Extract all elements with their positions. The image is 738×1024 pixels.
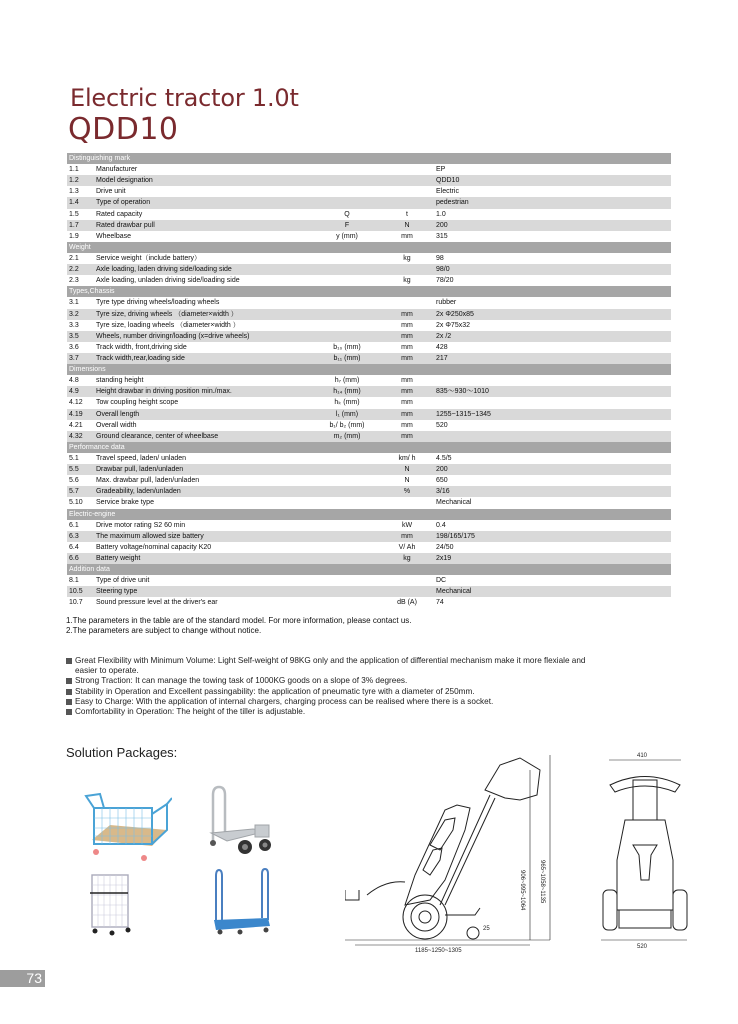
row-number: 4.12 bbox=[67, 397, 96, 408]
section-title: Addition data bbox=[67, 564, 671, 575]
row-value: 520 bbox=[436, 420, 671, 431]
row-value: 3/16 bbox=[436, 486, 671, 497]
row-value: pedestrian bbox=[436, 197, 671, 208]
section-header bbox=[67, 242, 671, 253]
row-symbol bbox=[316, 597, 378, 608]
row-label: Track width, front,driving side bbox=[96, 342, 316, 353]
feature-list bbox=[66, 656, 596, 717]
row-symbol: F bbox=[316, 220, 378, 231]
row-value: rubber bbox=[436, 297, 671, 308]
section-header bbox=[67, 564, 671, 575]
row-value: 198/165/175 bbox=[436, 531, 671, 542]
row-value: 217 bbox=[436, 353, 671, 364]
top-width-dimension: 410 bbox=[637, 753, 648, 759]
section-title: Types,Chassis bbox=[67, 286, 671, 297]
section-title: Performance data bbox=[67, 442, 671, 453]
row-number: 1.1 bbox=[67, 164, 96, 175]
row-unit: % bbox=[378, 486, 436, 497]
square-bullet-icon bbox=[66, 658, 72, 664]
inner-height-dimension: 906~995~1064 bbox=[519, 870, 525, 911]
row-symbol bbox=[316, 197, 378, 208]
row-label: Gradeability, laden/unladen bbox=[96, 486, 316, 497]
row-label: Axle loading, unladen driving side/loading side bbox=[96, 275, 316, 286]
spec-row bbox=[67, 353, 671, 364]
row-number: 4.9 bbox=[67, 386, 96, 397]
row-value: 200 bbox=[436, 464, 671, 475]
spec-row bbox=[67, 331, 671, 342]
row-unit: V/ Ah bbox=[378, 542, 436, 553]
row-number: 3.1 bbox=[67, 297, 96, 308]
front-view-drawing bbox=[595, 750, 695, 950]
row-unit: km/ h bbox=[378, 453, 436, 464]
spec-row bbox=[67, 164, 671, 175]
row-label: Type of operation bbox=[96, 197, 316, 208]
row-label: Rated capacity bbox=[96, 209, 316, 220]
row-label: Drawbar pull, laden/unladen bbox=[96, 464, 316, 475]
spec-row bbox=[67, 575, 671, 586]
row-number: 2.3 bbox=[67, 275, 96, 286]
row-label: Rated drawbar pull bbox=[96, 220, 316, 231]
spec-row bbox=[67, 320, 671, 331]
row-label: Wheels, number drivingr/loading (x=drive wheels) bbox=[96, 331, 316, 342]
row-number: 8.1 bbox=[67, 575, 96, 586]
row-unit bbox=[378, 264, 436, 275]
bottom-width-dimension: 520 bbox=[637, 944, 648, 950]
row-symbol: l₁ (mm) bbox=[316, 409, 378, 420]
spec-row bbox=[67, 309, 671, 320]
spec-row bbox=[67, 220, 671, 231]
row-value: 78/20 bbox=[436, 275, 671, 286]
row-symbol: y (mm) bbox=[316, 231, 378, 242]
row-unit: kW bbox=[378, 520, 436, 531]
row-value: 2x /2 bbox=[436, 331, 671, 342]
row-symbol bbox=[316, 531, 378, 542]
section-header bbox=[67, 509, 671, 520]
row-symbol bbox=[316, 453, 378, 464]
row-unit: mm bbox=[378, 353, 436, 364]
spec-row bbox=[67, 253, 671, 264]
row-number: 1.2 bbox=[67, 175, 96, 186]
row-label: Max. drawbar pull, laden/unladen bbox=[96, 475, 316, 486]
outer-height-dimension: 965~1058~1135 bbox=[539, 860, 545, 904]
row-value: 835～930～1010 bbox=[436, 386, 671, 397]
row-unit: kg bbox=[378, 553, 436, 564]
spec-row bbox=[67, 386, 671, 397]
row-number: 2.1 bbox=[67, 253, 96, 264]
section-title: Electric-engine bbox=[67, 509, 671, 520]
row-value: Mechanical bbox=[436, 497, 671, 508]
row-unit: mm bbox=[378, 431, 436, 442]
hand-truck-image bbox=[205, 785, 275, 860]
spec-row bbox=[67, 342, 671, 353]
row-symbol bbox=[316, 586, 378, 597]
row-symbol bbox=[316, 164, 378, 175]
row-unit: mm bbox=[378, 231, 436, 242]
row-number: 3.7 bbox=[67, 353, 96, 364]
row-number: 3.2 bbox=[67, 309, 96, 320]
row-number: 6.1 bbox=[67, 520, 96, 531]
row-label: Overall width bbox=[96, 420, 316, 431]
row-label: Drive motor rating S2 60 min bbox=[96, 520, 316, 531]
spec-row bbox=[67, 209, 671, 220]
spec-row bbox=[67, 453, 671, 464]
row-unit: mm bbox=[378, 342, 436, 353]
row-value: 98/0 bbox=[436, 264, 671, 275]
spec-row bbox=[67, 486, 671, 497]
row-unit: N bbox=[378, 220, 436, 231]
row-symbol bbox=[316, 553, 378, 564]
feature-item: Comfortability in Operation: The height of the tiller is adjustable. bbox=[66, 707, 596, 717]
row-unit bbox=[378, 297, 436, 308]
row-number: 2.2 bbox=[67, 264, 96, 275]
row-number: 5.5 bbox=[67, 464, 96, 475]
row-unit bbox=[378, 497, 436, 508]
row-label: Wheelbase bbox=[96, 231, 316, 242]
row-number: 10.7 bbox=[67, 597, 96, 608]
row-unit bbox=[378, 164, 436, 175]
row-number: 1.4 bbox=[67, 197, 96, 208]
solution-packages-title: Solution Packages: bbox=[66, 745, 178, 760]
spec-row bbox=[67, 542, 671, 553]
row-label: Tyre size, driving wheels （diameter×width ） bbox=[96, 309, 316, 320]
row-unit bbox=[378, 575, 436, 586]
row-value: 4.5/5 bbox=[436, 453, 671, 464]
row-value: 24/50 bbox=[436, 542, 671, 553]
row-symbol: h₇ (mm) bbox=[316, 375, 378, 386]
row-label: Battery weight bbox=[96, 553, 316, 564]
spec-row bbox=[67, 397, 671, 408]
row-number: 4.21 bbox=[67, 420, 96, 431]
feature-item: Easy to Charge: With the application of internal chargers, charging process can be realised where there is a socket. bbox=[66, 697, 596, 707]
row-label: Axle loading, laden driving side/loading side bbox=[96, 264, 316, 275]
row-label: Tyre type driving wheels/loading wheels bbox=[96, 297, 316, 308]
row-number: 10.5 bbox=[67, 586, 96, 597]
row-label: Service brake type bbox=[96, 497, 316, 508]
section-header bbox=[67, 153, 671, 164]
spec-row bbox=[67, 531, 671, 542]
row-unit: mm bbox=[378, 420, 436, 431]
spec-row bbox=[67, 420, 671, 431]
row-number: 1.9 bbox=[67, 231, 96, 242]
square-bullet-icon bbox=[66, 689, 72, 695]
row-value bbox=[436, 375, 671, 386]
spec-row bbox=[67, 186, 671, 197]
row-label: Tyre size, loading wheels （diameter×width ） bbox=[96, 320, 316, 331]
row-label: standing height bbox=[96, 375, 316, 386]
row-value: 2x19 bbox=[436, 553, 671, 564]
row-value: 2x Φ250x85 bbox=[436, 309, 671, 320]
row-label: Tow coupling height scope bbox=[96, 397, 316, 408]
row-symbol bbox=[316, 575, 378, 586]
row-label: Battery voltage/nominal capacity K20 bbox=[96, 542, 316, 553]
row-unit bbox=[378, 186, 436, 197]
row-unit bbox=[378, 197, 436, 208]
row-number: 4.19 bbox=[67, 409, 96, 420]
row-unit: dB (A) bbox=[378, 597, 436, 608]
row-symbol bbox=[316, 542, 378, 553]
row-value: Electric bbox=[436, 186, 671, 197]
row-unit: N bbox=[378, 464, 436, 475]
feature-item: Great Flexibility with Minimum Volume: Light Self-weight of 98KG only and the application of differential mechanism make it more flexiale and easier to operate. bbox=[66, 656, 596, 676]
row-number: 3.3 bbox=[67, 320, 96, 331]
spec-row bbox=[67, 520, 671, 531]
row-symbol: Q bbox=[316, 209, 378, 220]
page-number-tab bbox=[0, 970, 45, 987]
panel-cart-image bbox=[210, 868, 275, 938]
row-value: 428 bbox=[436, 342, 671, 353]
spec-row bbox=[67, 231, 671, 242]
mesh-trolley-image bbox=[82, 790, 172, 865]
section-title: Distinguishing mark bbox=[67, 153, 671, 164]
row-symbol bbox=[316, 331, 378, 342]
row-unit: mm bbox=[378, 409, 436, 420]
spec-row bbox=[67, 497, 671, 508]
row-symbol: hₖ (mm) bbox=[316, 397, 378, 408]
row-number: 1.5 bbox=[67, 209, 96, 220]
section-header bbox=[67, 364, 671, 375]
row-symbol bbox=[316, 309, 378, 320]
row-value: Mechanical bbox=[436, 586, 671, 597]
spec-row bbox=[67, 197, 671, 208]
page-number: 73 bbox=[26, 970, 42, 986]
feature-item: Stability in Operation and Excellent passingability: the application of pneumatic tyre with a diameter of 250mm. bbox=[66, 687, 596, 697]
row-label: Service weight（include battery） bbox=[96, 253, 316, 264]
row-symbol bbox=[316, 253, 378, 264]
row-label: Sound pressure level at the driver's ear bbox=[96, 597, 316, 608]
row-unit: mm bbox=[378, 531, 436, 542]
row-label: Model designation bbox=[96, 175, 316, 186]
row-unit: mm bbox=[378, 309, 436, 320]
notes bbox=[66, 616, 412, 636]
row-value: 650 bbox=[436, 475, 671, 486]
section-title: Dimensions bbox=[67, 364, 671, 375]
row-symbol bbox=[316, 275, 378, 286]
spec-row bbox=[67, 175, 671, 186]
row-value: 74 bbox=[436, 597, 671, 608]
spec-row bbox=[67, 264, 671, 275]
row-value: 1255~1315~1345 bbox=[436, 409, 671, 420]
row-symbol bbox=[316, 520, 378, 531]
side-view-drawing bbox=[345, 750, 570, 955]
row-label: The maximum allowed size battery bbox=[96, 531, 316, 542]
spec-row bbox=[67, 275, 671, 286]
spec-row bbox=[67, 431, 671, 442]
row-number: 6.3 bbox=[67, 531, 96, 542]
roll-cage-image bbox=[88, 873, 133, 938]
row-value: 0.4 bbox=[436, 520, 671, 531]
row-number: 6.4 bbox=[67, 542, 96, 553]
square-bullet-icon bbox=[66, 709, 72, 715]
row-symbol: b₁₀ (mm) bbox=[316, 342, 378, 353]
row-value: 98 bbox=[436, 253, 671, 264]
row-unit: mm bbox=[378, 375, 436, 386]
row-symbol: m₂ (mm) bbox=[316, 431, 378, 442]
row-value: DC bbox=[436, 575, 671, 586]
row-label: Height drawbar in driving position min./max. bbox=[96, 386, 316, 397]
feature-item: Strong Traction: It can manage the towing task of 1000KG goods on a slope of 3% degrees. bbox=[66, 676, 596, 686]
row-unit: t bbox=[378, 209, 436, 220]
section-header bbox=[67, 286, 671, 297]
spec-table bbox=[67, 153, 671, 608]
row-label: Ground clearance, center of wheelbase bbox=[96, 431, 316, 442]
row-value: 200 bbox=[436, 220, 671, 231]
page-title-model: QDD10 bbox=[68, 112, 179, 147]
spec-row bbox=[67, 597, 671, 608]
row-value: 315 bbox=[436, 231, 671, 242]
spec-row bbox=[67, 464, 671, 475]
row-number: 4.32 bbox=[67, 431, 96, 442]
row-symbol bbox=[316, 175, 378, 186]
row-number: 5.6 bbox=[67, 475, 96, 486]
row-symbol bbox=[316, 486, 378, 497]
row-unit: N bbox=[378, 475, 436, 486]
row-number: 5.10 bbox=[67, 497, 96, 508]
row-symbol bbox=[316, 297, 378, 308]
row-symbol: b₁₁ (mm) bbox=[316, 353, 378, 364]
row-unit: mm bbox=[378, 331, 436, 342]
row-value: 2x Φ75x32 bbox=[436, 320, 671, 331]
spec-row bbox=[67, 375, 671, 386]
section-header bbox=[67, 442, 671, 453]
row-label: Travel speed, laden/ unladen bbox=[96, 453, 316, 464]
row-symbol: h₁₄ (mm) bbox=[316, 386, 378, 397]
row-label: Type of drive unit bbox=[96, 575, 316, 586]
row-unit: mm bbox=[378, 397, 436, 408]
row-symbol bbox=[316, 497, 378, 508]
row-label: Overall length bbox=[96, 409, 316, 420]
row-number: 5.7 bbox=[67, 486, 96, 497]
row-unit bbox=[378, 175, 436, 186]
row-number: 4.8 bbox=[67, 375, 96, 386]
note-2: 2.The parameters are subject to change without notice. bbox=[66, 626, 262, 635]
row-number: 1.3 bbox=[67, 186, 96, 197]
row-symbol bbox=[316, 475, 378, 486]
row-value: 1.0 bbox=[436, 209, 671, 220]
row-label: Track width,rear,loading side bbox=[96, 353, 316, 364]
row-unit: mm bbox=[378, 320, 436, 331]
row-number: 3.6 bbox=[67, 342, 96, 353]
row-number: 5.1 bbox=[67, 453, 96, 464]
row-unit bbox=[378, 586, 436, 597]
clearance-dimension: 25 bbox=[483, 926, 490, 932]
spec-row bbox=[67, 553, 671, 564]
row-symbol: b₁/ b₂ (mm) bbox=[316, 420, 378, 431]
row-label: Manufacturer bbox=[96, 164, 316, 175]
spec-row bbox=[67, 409, 671, 420]
row-unit: kg bbox=[378, 275, 436, 286]
row-value bbox=[436, 431, 671, 442]
row-label: Drive unit bbox=[96, 186, 316, 197]
row-unit: kg bbox=[378, 253, 436, 264]
row-number: 3.5 bbox=[67, 331, 96, 342]
row-number: 1.7 bbox=[67, 220, 96, 231]
spec-row bbox=[67, 586, 671, 597]
note-1: 1.The parameters in the table are of the standard model. For more information, please contact us. bbox=[66, 616, 412, 625]
row-value: EP bbox=[436, 164, 671, 175]
section-title: Weight bbox=[67, 242, 671, 253]
row-value bbox=[436, 397, 671, 408]
square-bullet-icon bbox=[66, 699, 72, 705]
page-title-line1: Electric tractor 1.0t bbox=[70, 84, 299, 112]
row-symbol bbox=[316, 464, 378, 475]
row-unit: mm bbox=[378, 386, 436, 397]
row-label: Steering type bbox=[96, 586, 316, 597]
length-dimension: 1185~1250~1305 bbox=[415, 948, 462, 954]
row-symbol bbox=[316, 264, 378, 275]
row-value: QDD10 bbox=[436, 175, 671, 186]
spec-row bbox=[67, 475, 671, 486]
row-symbol bbox=[316, 320, 378, 331]
row-number: 6.6 bbox=[67, 553, 96, 564]
square-bullet-icon bbox=[66, 678, 72, 684]
row-symbol bbox=[316, 186, 378, 197]
spec-row bbox=[67, 297, 671, 308]
